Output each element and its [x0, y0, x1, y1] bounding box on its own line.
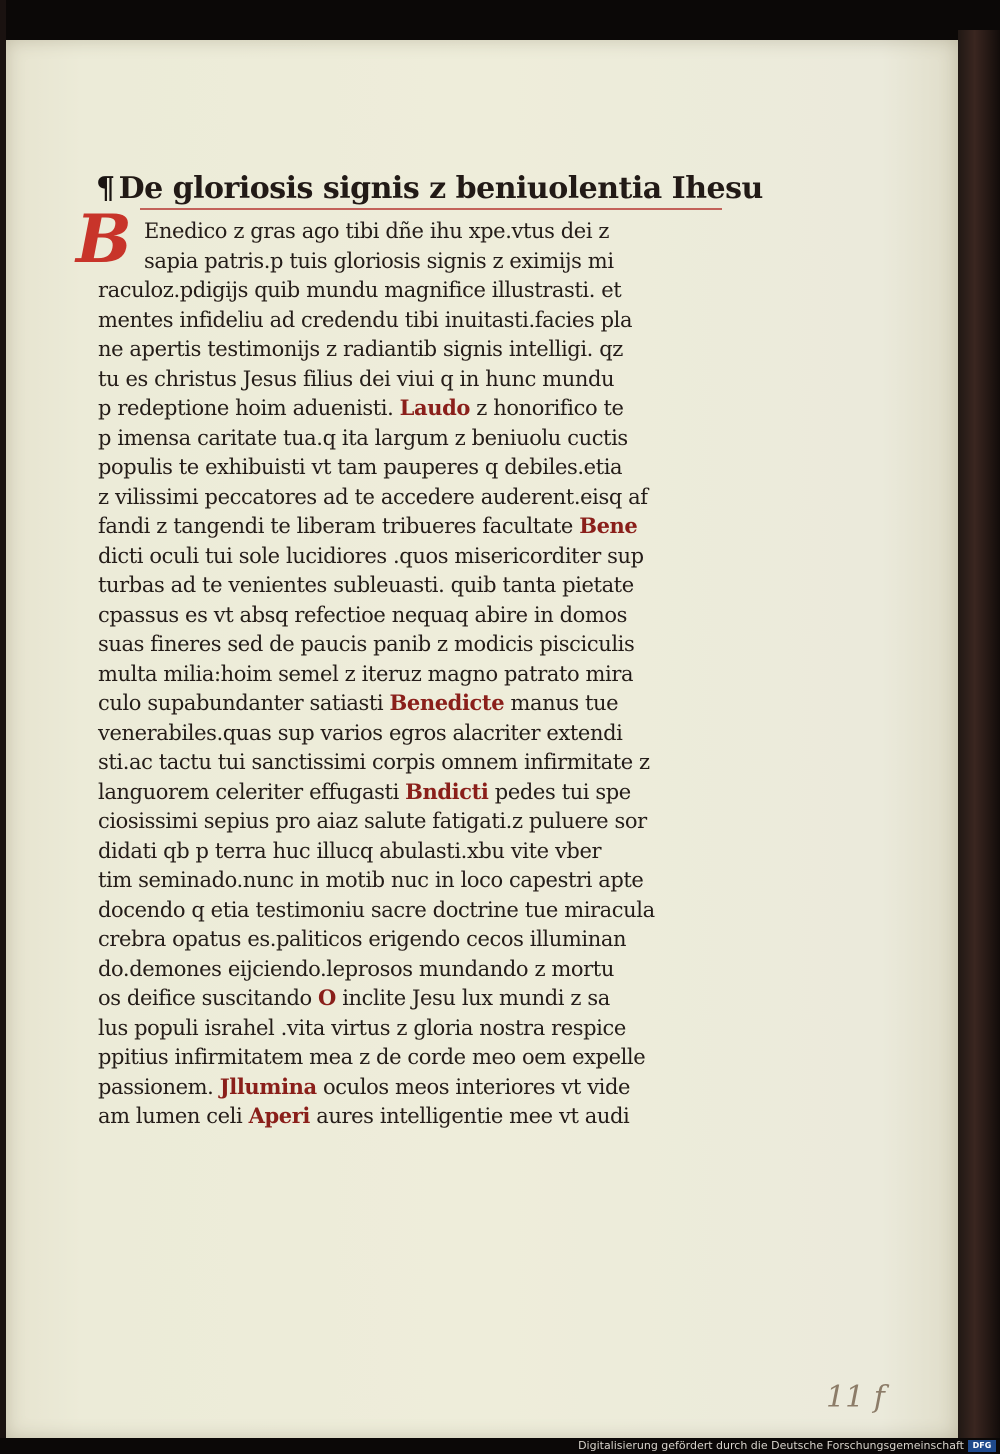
text-line: [98, 747, 748, 777]
text-block: [98, 216, 748, 1131]
text-line: [98, 305, 748, 335]
line-text: aures intelligentie mee vt audi: [316, 1104, 630, 1128]
text-line: [98, 393, 748, 423]
text-line: [98, 334, 748, 364]
line-text: tu es christus Jesus filius dei viui q in hunc mundu: [98, 366, 615, 391]
footer-credit: Digitalisierung gefördert durch die Deutsche Forschungsgemeinschaft: [578, 1439, 964, 1452]
text-line: [98, 954, 748, 984]
text-line: [98, 511, 748, 541]
line-text: passionem.: [98, 1074, 214, 1099]
paragraph-mark: ¶: [96, 171, 115, 206]
line-text: ppitius infirmitatem mea z de corde meo oem expelle: [98, 1045, 646, 1069]
heading-underline: [140, 208, 722, 210]
text-line: [98, 216, 748, 246]
rubric-word: Bene: [579, 513, 638, 538]
rubric-word: Laudo: [399, 395, 470, 420]
line-text: suas fineres sed de paucis panib z modicis pisciculis: [98, 632, 635, 656]
text-line: [98, 865, 748, 895]
text-line: [98, 1072, 748, 1102]
text-line: [98, 423, 748, 453]
line-text: sapia patris.p tuis gloriosis signis z eximijs mi: [144, 248, 614, 273]
text-line: [98, 836, 748, 866]
book-edge: [958, 30, 1000, 1440]
text-line: [98, 895, 748, 925]
line-text: mentes infideliu ad credendu tibi inuitasti.facies pla: [98, 307, 633, 332]
line-text: Enedico z gras ago tibi dñe ihu xpe.vtus dei z: [144, 219, 610, 243]
text-line: [98, 364, 748, 394]
line-text: multa milia:hoim semel z iteruz magno patrato mira: [98, 661, 634, 686]
line-text: sti.ac tactu tui sanctissimi corpis omnem infirmitate z: [98, 750, 650, 774]
line-text: turbas ad te venientes subleuasti. quib tanta pietate: [98, 573, 634, 597]
text-line: [98, 924, 748, 954]
text-line: [98, 246, 748, 276]
text-line: [98, 659, 748, 689]
line-text: manus tue: [510, 691, 619, 715]
line-text: p redeptione hoim aduenisti.: [98, 396, 394, 420]
line-text: cpassus es vt absq refectioe nequaq abire in domos: [98, 602, 628, 627]
line-text: languorem celeriter effugasti: [98, 779, 399, 804]
text-line: [98, 1101, 748, 1131]
line-text: z vilissimi peccatores ad te accedere auderent.eisq af: [98, 484, 648, 509]
line-text: culo supabundanter satiasti: [98, 691, 384, 715]
rubric-word: Jllumina: [219, 1073, 317, 1099]
dfg-logo: DFG: [968, 1440, 996, 1452]
text-line: [98, 482, 748, 512]
line-text: am lumen celi: [98, 1104, 243, 1128]
text-line: [98, 688, 748, 718]
line-text: tim seminado.nunc in motib nuc in loco capestri apte: [98, 868, 644, 892]
line-text: crebra opatus es.paliticos erigendo cecos illuminan: [98, 927, 627, 951]
text-line: [98, 452, 748, 482]
text-line: [98, 718, 748, 748]
line-text: didati qb p terra huc illucq abulasti.xbu vite vber: [98, 838, 602, 863]
line-text: p imensa caritate tua.q ita largum z beniuolu cuctis: [98, 425, 628, 450]
rubricated-initial: B: [76, 200, 132, 278]
rubric-word: Benedicte: [389, 690, 505, 715]
line-text: raculoz.pdigijs quib mundu magnifice illustrasti. et: [98, 278, 622, 302]
line-text: dicti oculi tui sole lucidiores .quos misericorditer sup: [98, 543, 644, 568]
rubric-word: O: [318, 985, 336, 1010]
line-text: do.demones eijciendo.leprosos mundando z mortu: [98, 956, 614, 981]
folio-number: 11 f: [826, 1380, 885, 1415]
text-line: [98, 806, 748, 836]
heading-text: De gloriosis signis z beniuolentia Ihesu: [118, 171, 763, 206]
text-line: [98, 777, 748, 807]
line-text: venerabiles.quas sup varios egros alacriter extendi: [98, 720, 623, 745]
line-text: ciosissimi sepius pro aiaz salute fatigati.z puluere sor: [98, 809, 647, 833]
text-line: [98, 570, 748, 600]
line-text: docendo q etia testimoniu sacre doctrine tue miracula: [98, 897, 655, 922]
line-text: oculos meos interiores vt vide: [323, 1074, 631, 1099]
line-text: populis te exhibuisti vt tam pauperes q debiles.etia: [98, 455, 623, 479]
text-line: [98, 1042, 748, 1072]
text-line: [98, 541, 748, 571]
text-line: [98, 629, 748, 659]
text-line: [98, 983, 748, 1013]
line-text: inclite Jesu lux mundi z sa: [342, 986, 610, 1010]
rubric-word: Bndicti: [405, 778, 489, 804]
text-line: [98, 275, 748, 305]
line-text: ne apertis testimonijs z radiantib signis intelligi. qz: [98, 337, 623, 361]
line-text: z honorifico te: [476, 396, 624, 420]
text-line: [98, 600, 748, 630]
page-heading: [96, 166, 763, 212]
rubric-word: Aperi: [248, 1103, 310, 1128]
line-text: pedes tui spe: [494, 779, 631, 804]
text-line: [98, 1013, 748, 1043]
line-text: fandi z tangendi te liberam tribueres facultate: [98, 514, 573, 538]
line-text: lus populi israhel .vita virtus z gloria nostra respice: [98, 1015, 626, 1040]
line-text: os deifice suscitando: [98, 986, 312, 1010]
